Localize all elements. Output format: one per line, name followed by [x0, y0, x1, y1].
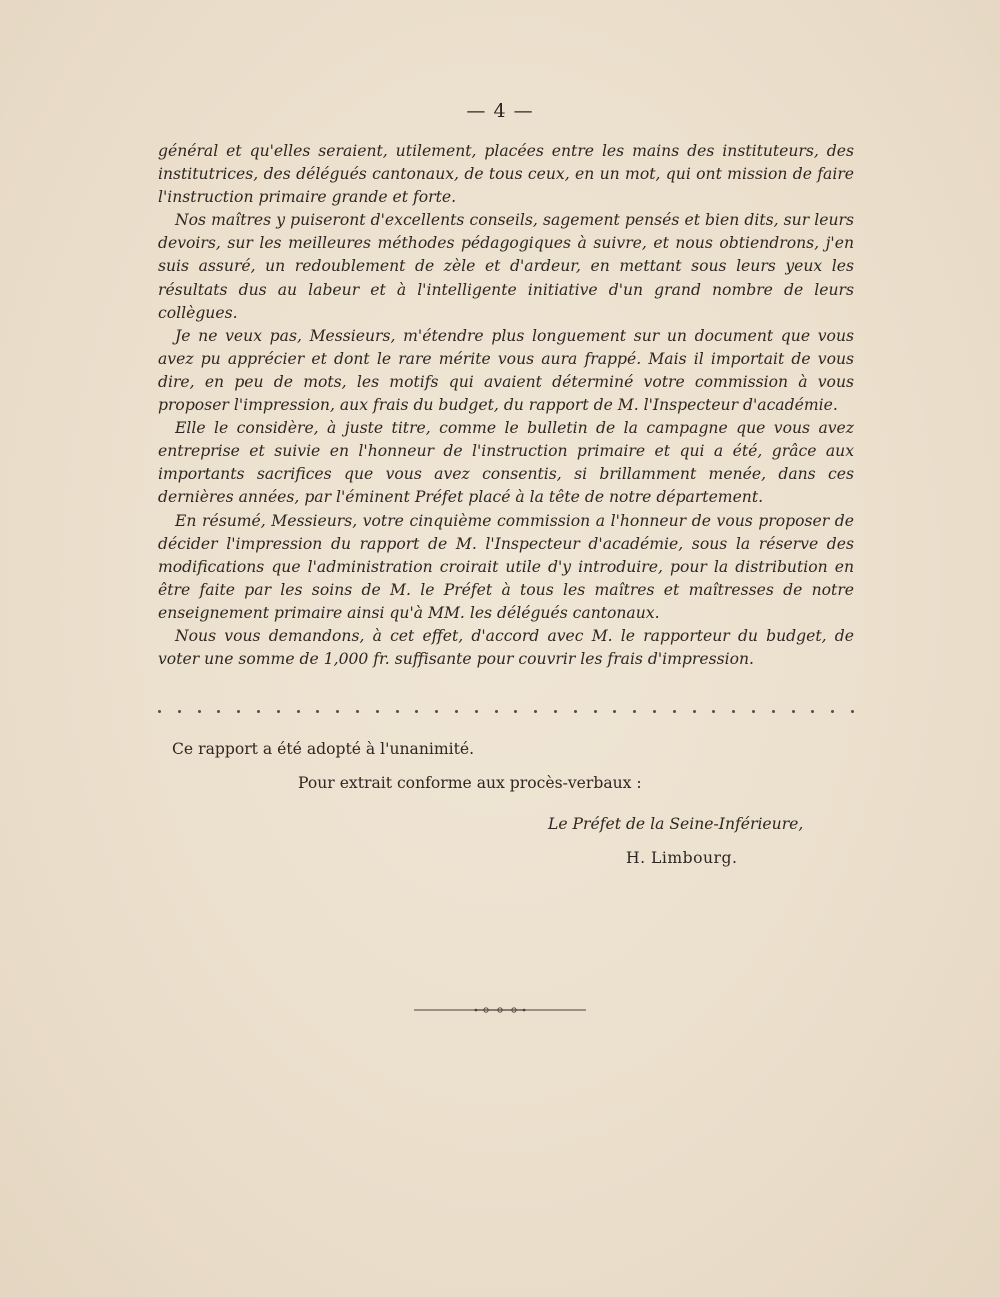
omission-dot — [752, 710, 755, 713]
omission-dot — [257, 710, 260, 713]
extract-line: Pour extrait conforme aux procès-verbaux : — [298, 774, 642, 792]
paragraph-6: Nous vous demandons, à cet effet, d'accord avec M. le rapporteur du budget, de voter une somme de 1,000 fr. suffisante pour couvrir les frais d'impression. — [158, 626, 854, 669]
omission-dot — [792, 710, 795, 713]
omission-dot — [198, 710, 201, 713]
omission-dot — [653, 710, 656, 713]
paragraph-1: général et qu'elles seraient, utilement, placées entre les mains des instituteurs, des institutrices, des délégués cantonaux, de tous ceux, en un mot, qui ont mission de faire l'instruction primaire grande et forte. — [158, 142, 854, 207]
omission-dot — [633, 710, 636, 713]
omission-dot — [178, 710, 181, 713]
omission-dot — [594, 710, 597, 713]
omission-dot — [217, 710, 220, 713]
omission-dot — [336, 710, 339, 713]
omission-dot — [693, 710, 696, 713]
omission-dot — [158, 710, 161, 713]
omission-dot — [811, 710, 814, 713]
omission-dot — [237, 710, 240, 713]
paragraph-3: Je ne veux pas, Messieurs, m'étendre plus longuement sur un document que vous avez pu apprécier et dont le rare mérite vous aura frappé. Mais il importait de vous dire, en peu de mots, les motifs qui avaient déterminé votre commission à vous proposer l'impression, aux frais du budget, du rapport de M. l'Inspecteur d'académie. — [158, 326, 854, 415]
omission-dot — [277, 710, 280, 713]
page-number: — 4 — — [466, 100, 534, 122]
omission-dot — [673, 710, 676, 713]
omission-dot — [712, 710, 715, 713]
omission-dot — [554, 710, 557, 713]
omission-dot — [613, 710, 616, 713]
omission-dot — [297, 710, 300, 713]
omission-dot — [514, 710, 517, 713]
paragraph-5: En résumé, Messieurs, votre cinquième commission a l'honneur de vous proposer de décider l'impression du rapport de M. l'Inspecteur d'académie, sous la réserve des modifications que l'administration croirait utile d'y introduire, pour la distribution en être faite par les soins de M. le Préfet à tous les maîtres et maîtresses de notre enseignement primaire ainsi qu'à MM. les délégués cantonaux. — [158, 511, 854, 622]
omission-dot — [396, 710, 399, 713]
adopted-line: Ce rapport a été adopté à l'unanimité. — [172, 740, 475, 758]
omission-dot — [435, 710, 438, 713]
omission-dot — [415, 710, 418, 713]
paragraph-4: Elle le considère, à juste titre, comme le bulletin de la campagne que vous avez entreprise et suivie en l'honneur de l'instruction primaire et qui a été, grâce aux importants sacrifices que vous avez consentis, si brillamment menée, dans ces dernières années, par l'éminent Préfet placé à la tête de notre département. — [158, 419, 854, 507]
omission-dot — [316, 710, 319, 713]
omission-dot — [356, 710, 359, 713]
signature: H. Limbourg. — [626, 849, 738, 867]
omission-dot — [851, 710, 854, 713]
omission-dot — [831, 710, 834, 713]
omission-dot — [574, 710, 577, 713]
omission-dot — [772, 710, 775, 713]
omission-dot — [455, 710, 458, 713]
omission-dot — [495, 710, 498, 713]
omission-dot — [376, 710, 379, 713]
paragraph-2: Nos maîtres y puiseront d'excellents conseils, sagement pensés et bien dits, sur leurs devoirs, sur les meilleures méthodes pédagogiques à suivre, et nous obtiendrons, j'en suis assuré, un redoublement de zèle et d'ardeur, en mettant sous leurs yeux les résultats dus au labeur et à l'intelligente initiative d'un grand nombre de leurs collègues. — [158, 211, 854, 322]
omission-dot — [534, 710, 537, 713]
ornament-rule — [414, 1005, 586, 1015]
body-text — [158, 140, 854, 671]
omission-dots — [158, 704, 854, 716]
omission-dot — [732, 710, 735, 713]
omission-dot — [475, 710, 478, 713]
prefect-title: Le Préfet de la Seine-Inférieure, — [548, 815, 804, 833]
